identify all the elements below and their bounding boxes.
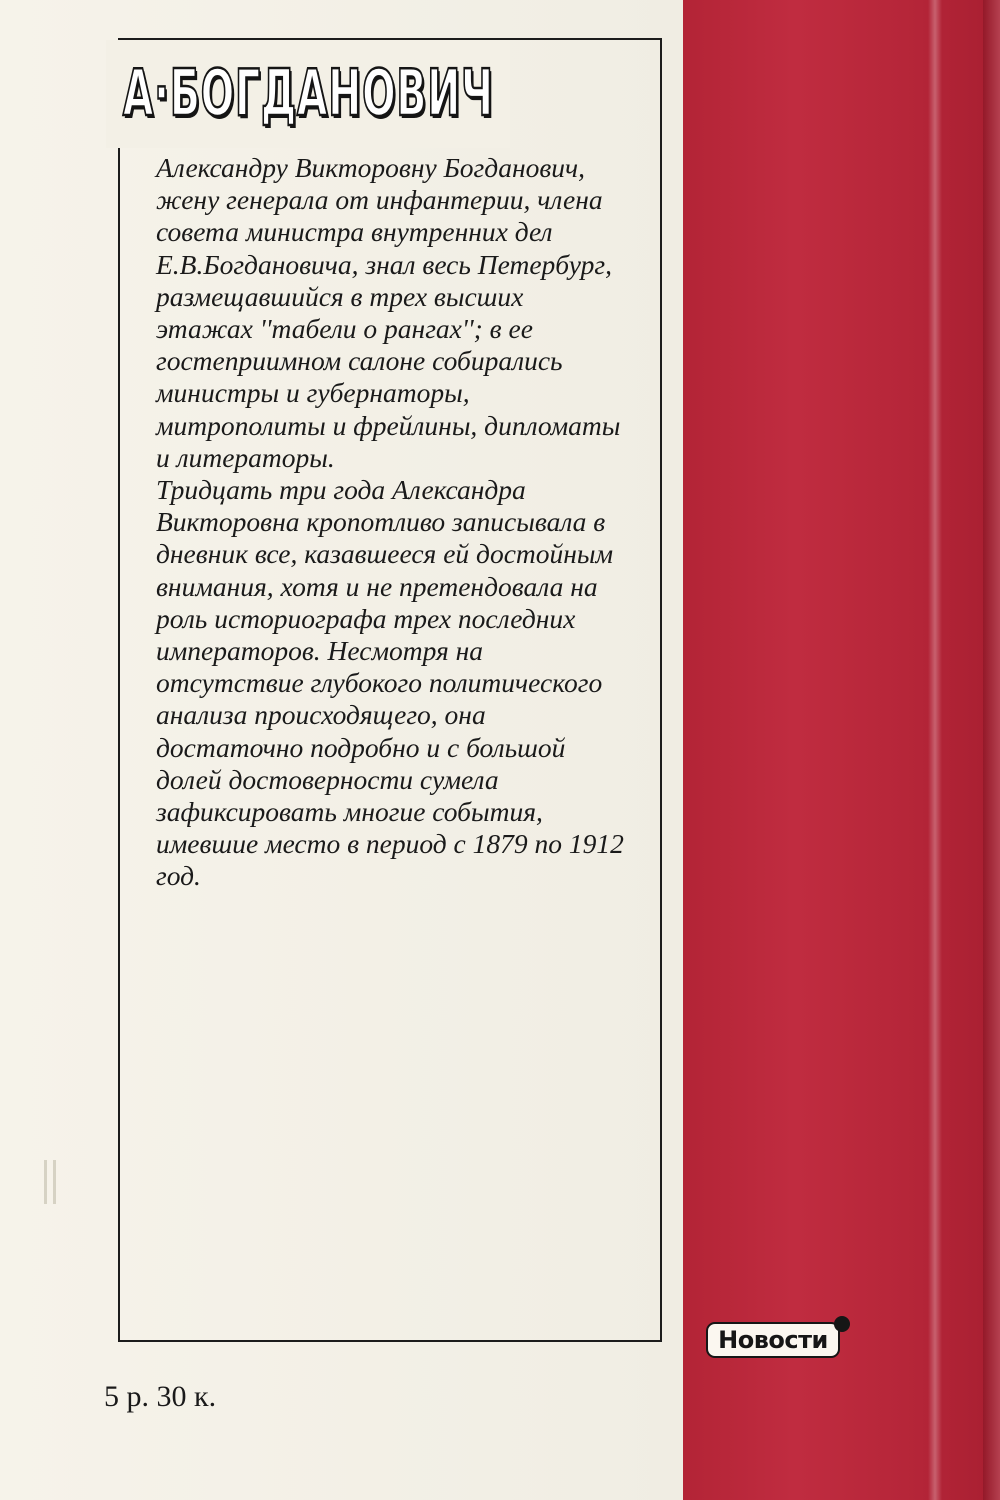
publisher-name: Новости — [718, 1326, 828, 1354]
publisher-logo — [706, 1316, 850, 1362]
price-label: 5 р. 30 к. — [104, 1380, 217, 1413]
blurb-paragraph-2: Тридцать три года Александра Викторовна кропотливо записывала в дневник все, казавшееся ей достойным внимания, хотя и не претендовала на роль историографа трех последних императоров. Несмотря на отсутствие глубокого политического анализа происходящего, она достаточно подробно и с большой долей достоверности сумела зафиксировать многие события, имевшие место в период с 1879 по 1912 год. — [156, 474, 624, 892]
publisher-logo-dot-icon — [834, 1316, 850, 1332]
spine-mark — [53, 1160, 56, 1204]
author-title-block — [106, 40, 510, 148]
spine-mark — [44, 1160, 47, 1204]
band-shine — [928, 0, 942, 1500]
red-color-band — [683, 0, 1000, 1500]
band-edge — [983, 0, 1000, 1500]
publisher-logo-box — [706, 1322, 840, 1358]
blurb-text — [156, 152, 626, 893]
spine-marks — [44, 1160, 84, 1210]
author-name: А·БОГДАНОВИЧ — [122, 57, 494, 131]
blurb-paragraph-1: Александру Викторовну Богданович, жену генерала от инфантерии, члена совета министра внутренних дел Е.В.Богдановича, знал весь Петербург, размещавшийся в трех высших этажах ''табели о рангах''; в ее гостеприимном салоне собирались министры и губернаторы, митрополиты и фрейлины, дипломаты и литераторы. — [156, 152, 621, 473]
